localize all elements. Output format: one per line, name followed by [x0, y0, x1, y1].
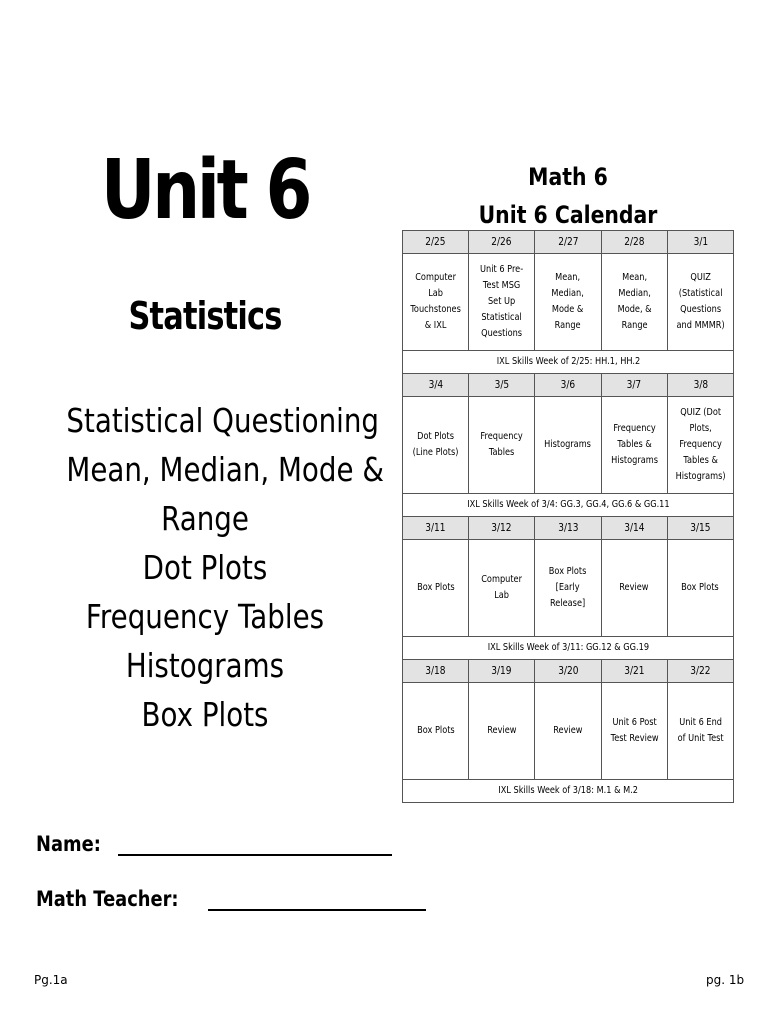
activity-row: [403, 397, 734, 494]
activity-cell: QUIZ (Dot Plots, Frequency Tables & Histograms): [667, 397, 733, 494]
page-number-right: pg. 1b: [706, 973, 745, 987]
unit-title: Unit 6: [100, 143, 310, 238]
date-cell: 3/18: [403, 660, 469, 683]
date-cell: 3/7: [601, 374, 667, 397]
name-label: Name:: [36, 832, 101, 856]
math-teacher-field: [36, 887, 426, 911]
activity-row: [403, 683, 734, 780]
skills-cell: IXL Skills Week of 3/11: GG.12 & GG.19: [403, 637, 734, 660]
date-cell: 2/25: [403, 231, 469, 254]
activity-row: [403, 254, 734, 351]
date-cell: 3/20: [535, 660, 601, 683]
activity-cell: Unit 6 Post Test Review: [601, 683, 667, 780]
activity-cell: Dot Plots (Line Plots): [403, 397, 469, 494]
calendar-heading: [402, 158, 734, 234]
skills-cell: IXL Skills Week of 3/4: GG.3, GG.4, GG.6 & GG.11: [403, 494, 734, 517]
math-teacher-label: Math Teacher:: [36, 887, 179, 911]
date-cell: 3/11: [403, 517, 469, 540]
date-cell: 3/5: [469, 374, 535, 397]
date-cell: 3/4: [403, 374, 469, 397]
topic-item: Histograms: [125, 646, 285, 685]
date-cell: 3/6: [535, 374, 601, 397]
date-cell: 3/14: [601, 517, 667, 540]
skills-row: [403, 780, 734, 803]
activity-cell: Box Plots: [403, 683, 469, 780]
activity-cell: Review: [469, 683, 535, 780]
activity-cell: Histograms: [535, 397, 601, 494]
calendar-title: Unit 6 Calendar: [478, 201, 658, 229]
date-cell: 3/21: [601, 660, 667, 683]
date-cell: 2/28: [601, 231, 667, 254]
activity-cell: Mean, Median, Mode, & Range: [601, 254, 667, 351]
date-cell: 3/19: [469, 660, 535, 683]
topic-item: Frequency Tables: [85, 597, 325, 636]
date-row: [403, 374, 734, 397]
activity-cell: Box Plots: [403, 540, 469, 637]
page-number-left: Pg.1a: [34, 973, 68, 987]
skills-row: [403, 351, 734, 374]
date-row: [403, 231, 734, 254]
unit-subtitle: Statistics: [128, 294, 282, 338]
activity-cell: Review: [601, 540, 667, 637]
activity-row: [403, 540, 734, 637]
topic-item: Range: [161, 499, 249, 538]
activity-cell: Unit 6 Pre-Test MSG Set Up Statistical Questions: [469, 254, 535, 351]
date-cell: 3/13: [535, 517, 601, 540]
calendar-course: Math 6: [528, 163, 608, 191]
name-field: [36, 832, 392, 856]
activity-cell: Mean, Median, Mode & Range: [535, 254, 601, 351]
activity-cell: Computer Lab Touchstones & IXL: [403, 254, 469, 351]
skills-row: [403, 494, 734, 517]
skills-cell: IXL Skills Week of 3/18: M.1 & M.2: [403, 780, 734, 803]
name-blank-line[interactable]: [118, 834, 392, 856]
topic-item: Dot Plots: [142, 548, 268, 587]
date-cell: 3/15: [667, 517, 733, 540]
date-cell: 3/12: [469, 517, 535, 540]
topic-list: [40, 396, 384, 739]
activity-cell: Frequency Tables: [469, 397, 535, 494]
date-cell: 3/22: [667, 660, 733, 683]
date-cell: 2/26: [469, 231, 535, 254]
topic-item: Box Plots: [141, 695, 269, 734]
date-row: [403, 660, 734, 683]
activity-cell: Frequency Tables & Histograms: [601, 397, 667, 494]
topic-item: Statistical Questioning: [66, 401, 380, 440]
activity-cell: Box Plots: [667, 540, 733, 637]
activity-cell: Review: [535, 683, 601, 780]
date-cell: 3/8: [667, 374, 733, 397]
skills-cell: IXL Skills Week of 2/25: HH.1, HH.2: [403, 351, 734, 374]
date-row: [403, 517, 734, 540]
skills-row: [403, 637, 734, 660]
activity-cell: Box Plots [Early Release]: [535, 540, 601, 637]
math-teacher-blank-line[interactable]: [208, 889, 426, 911]
topic-item: Mean, Median, Mode &: [66, 450, 384, 489]
activity-cell: Unit 6 End of Unit Test: [667, 683, 733, 780]
activity-cell: Computer Lab: [469, 540, 535, 637]
activity-cell: QUIZ (Statistical Questions and MMMR): [667, 254, 733, 351]
date-cell: 2/27: [535, 231, 601, 254]
date-cell: 3/1: [667, 231, 733, 254]
unit-calendar-table: [402, 230, 734, 803]
